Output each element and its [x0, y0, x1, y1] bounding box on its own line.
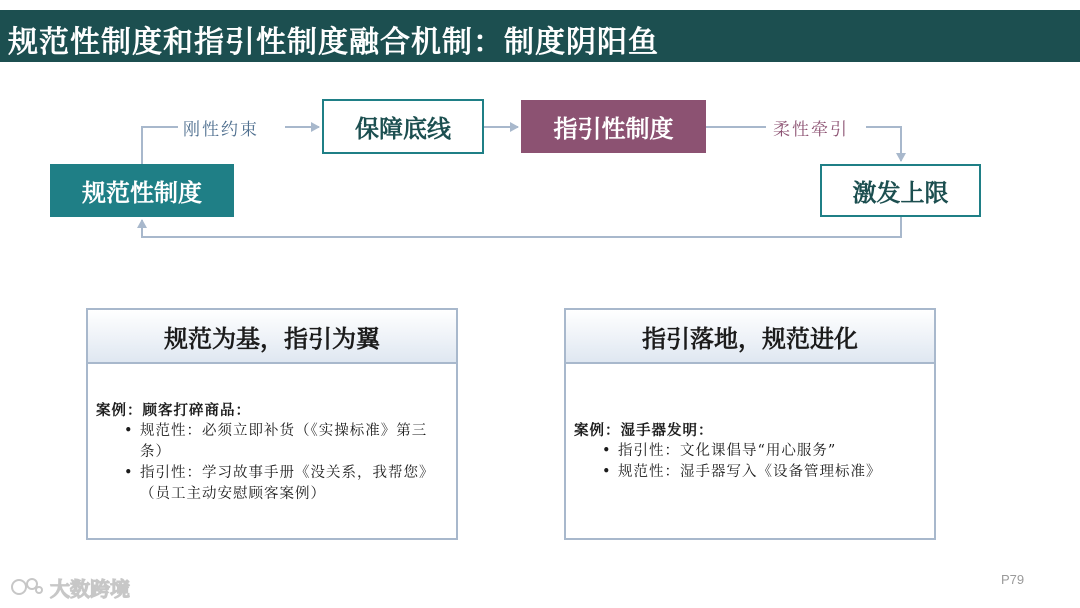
- list-item: • 指引性：文化课倡导“用心服务”: [618, 441, 926, 462]
- normative-system-box: [50, 164, 234, 217]
- arrow-flexible-guidance-end: [866, 127, 901, 161]
- case-title: 案例：顾客打碎商品：: [96, 402, 251, 419]
- case-title: 案例：湿手器发明：: [574, 422, 714, 439]
- arrow-rigid-constraint: [142, 127, 178, 164]
- list-item: • 指引性：学习故事手册《没关系，我帮您》（员工主动安慰顾客案例）: [140, 463, 448, 505]
- guiding-system-box: [521, 100, 706, 153]
- card-heading: 指引落地，规范进化: [566, 310, 934, 364]
- flexible-guidance-label: 柔性牵引: [773, 120, 849, 140]
- card-heading: 规范为基，指引为翼: [88, 310, 456, 364]
- arrow-feedback-loop: [142, 217, 901, 237]
- case-points: [96, 421, 448, 505]
- upper-limit-label: 激发上限: [852, 179, 949, 207]
- bottom-line-label: 保障底线: [355, 115, 451, 143]
- case-points: [574, 441, 926, 483]
- watermark-text: 大数跨境: [50, 576, 130, 601]
- normative-system-label: 规范性制度: [82, 179, 202, 207]
- card-body: [566, 364, 934, 483]
- card-normative-foundation: [86, 308, 458, 540]
- card-guidance-landing: [564, 308, 936, 540]
- watermark-logo-icon: [10, 574, 44, 600]
- list-item: • 规范性：湿手器写入《设备管理标准》: [618, 462, 926, 483]
- list-item: • 规范性：必须立即补货（《实操标准》第三条）: [140, 421, 448, 463]
- page-title: 规范性制度和指引性制度融合机制：制度阴阳鱼: [8, 25, 659, 60]
- bottom-line-box: [322, 99, 484, 154]
- page-number: P79: [1001, 572, 1025, 587]
- guiding-system-label: 指引性制度: [553, 115, 674, 143]
- card-body: [88, 364, 456, 505]
- watermark: [10, 572, 130, 602]
- rigid-constraint-label: 刚性约束: [183, 120, 259, 140]
- upper-limit-box: [820, 164, 981, 217]
